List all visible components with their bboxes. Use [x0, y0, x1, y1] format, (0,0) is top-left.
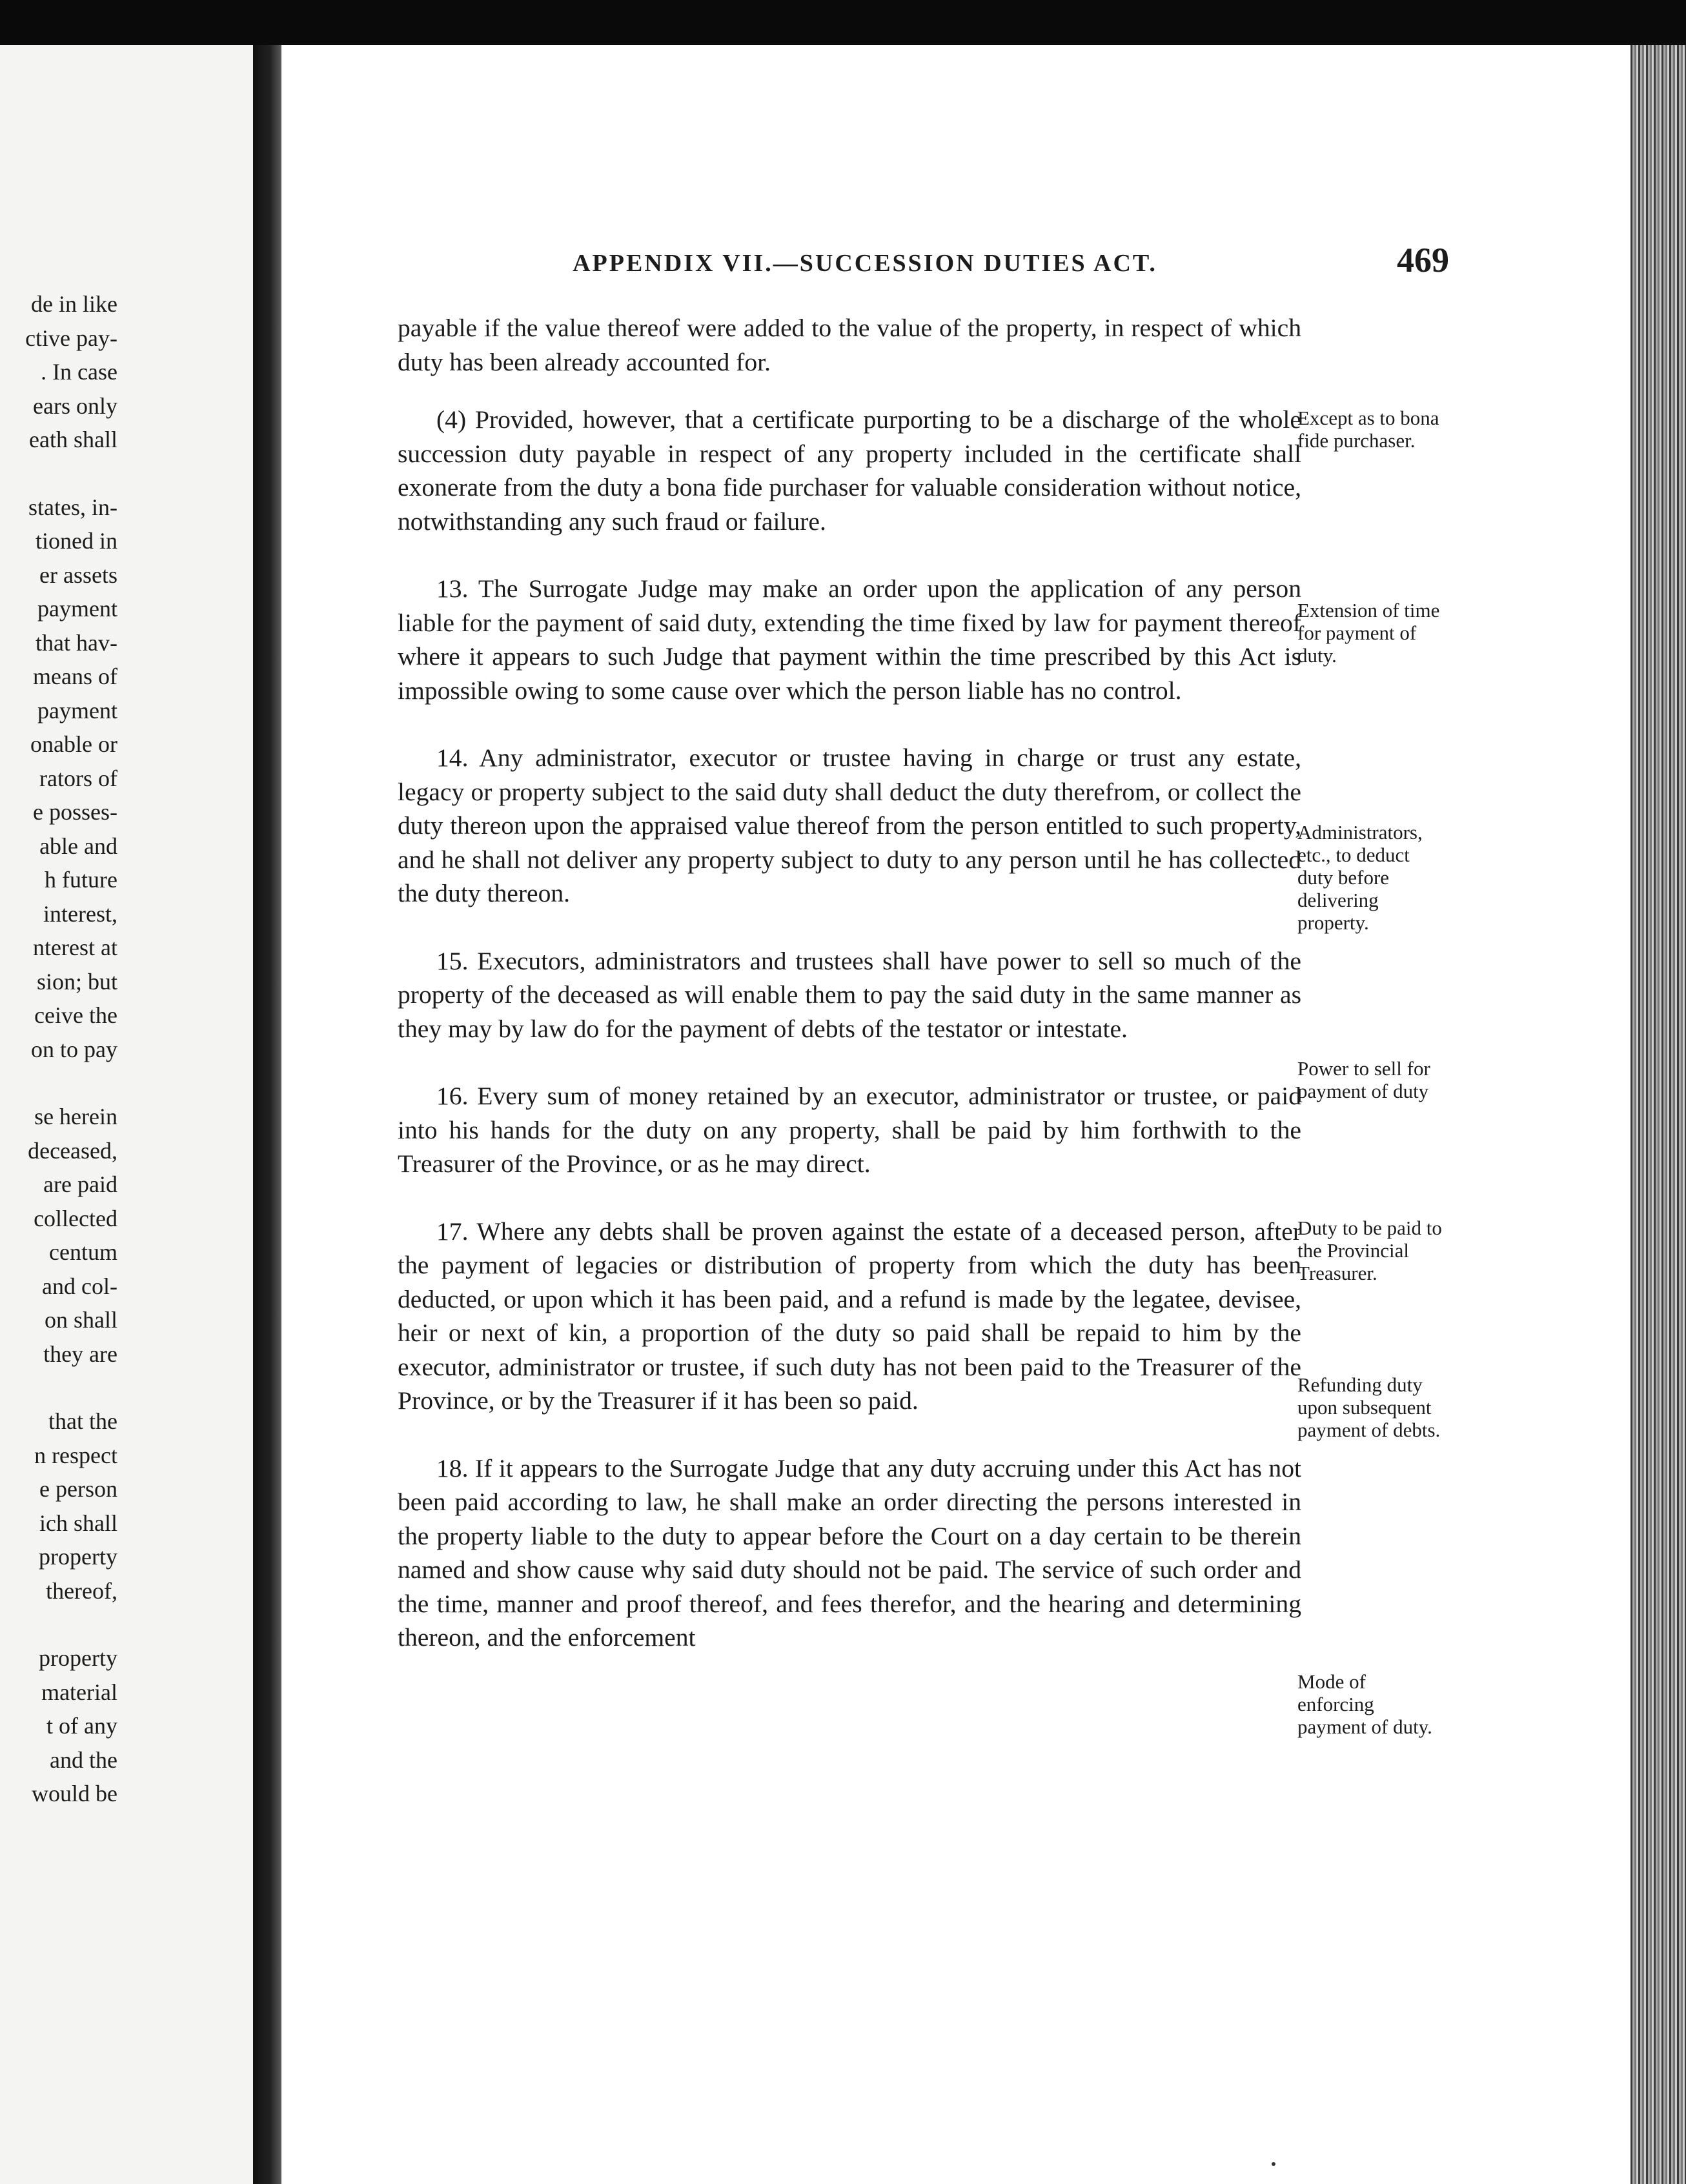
marginal-note-extension: Extension of time for payment of duty. — [1297, 599, 1440, 667]
page-edges — [1630, 45, 1686, 2184]
facing-page-line: collected — [34, 1205, 117, 1231]
facing-page-line: e person — [39, 1476, 117, 1502]
facing-page-line: property — [39, 1544, 117, 1570]
facing-page-line: ich shall — [39, 1510, 117, 1536]
facing-page-gap — [0, 1066, 117, 1100]
facing-page-line: n respect — [34, 1442, 117, 1468]
facing-page-line: on shall — [45, 1307, 117, 1333]
facing-page-line: thereof, — [46, 1577, 117, 1604]
section-18: 18. If it appears to the Surrogate Judge that any duty accruing under this Act has not been paid according to law, he shall make an order directing the persons interested in the property liable to the duty to appear before the Court on a day certain to be therein named and show cause why said duty should not be paid. The service of such order and the time, manner and proof thereof, and fees therefor, and the hearing and determining thereon, and the enforcement — [398, 1453, 1301, 1652]
facing-page-line: centum — [49, 1239, 117, 1265]
facing-page-line: they are — [43, 1340, 117, 1367]
section-12-4: (4) Provided, however, that a certificate purporting to be a discharge of the whole succession duty payable in respect of any property included in the certificate shall exonerate from the duty a bona fide purchaser for valuable consideration without notice, notwithstanding any such fraud or failure. — [398, 405, 1301, 536]
facing-page-line: er assets — [39, 561, 117, 588]
marginal-note-administrators: Administrators, etc., to deduct duty before delivering property. — [1297, 821, 1423, 934]
facing-page-line: . In case — [41, 359, 117, 385]
marginal-note-duty-paid: Duty to be paid to the Provincial Treasurer. — [1297, 1217, 1442, 1284]
facing-page-line: rators of — [39, 765, 117, 791]
marginal-note-bona-fide: Except as to bona fide purchaser. — [1297, 407, 1439, 452]
body-text — [398, 311, 1301, 1655]
facing-page-line: and the — [50, 1746, 117, 1773]
facing-page-line: se herein — [34, 1104, 117, 1129]
facing-page-gap — [0, 1371, 117, 1404]
facing-page-line: states, in- — [28, 494, 117, 520]
facing-page-line: nterest at — [33, 935, 117, 960]
facing-page-line: interest, — [43, 900, 117, 927]
facing-page-line: eath shall — [29, 427, 117, 452]
facing-page-line: deceased, — [28, 1137, 117, 1164]
facing-page-line: able and — [39, 833, 117, 859]
facing-page-line: are paid — [43, 1171, 117, 1197]
facing-page-line: ctive pay- — [25, 325, 117, 351]
facing-page-line: h future — [45, 867, 117, 893]
facing-page-line: on to pay — [31, 1036, 117, 1062]
facing-page-line: payment — [37, 697, 117, 723]
section-13: 13. The Surrogate Judge may make an order upon the application of any person liable for the payment of said duty, extending the time fixed by law for payment thereof where it appears to such Judge that payment within the time prescribed by this Act is impossible owing to some cause over which the person liable has no control. — [398, 574, 1301, 705]
marginal-note-enforcing: Mode of enforcing payment of duty. — [1297, 1670, 1432, 1738]
facing-page-line: de in like — [31, 291, 117, 317]
facing-page-line: would be — [32, 1781, 117, 1806]
facing-page-line: property — [39, 1645, 117, 1671]
scan-border-top — [0, 0, 1686, 45]
book-gutter — [253, 45, 281, 2184]
facing-page-line: means of — [33, 663, 117, 689]
section-14: 14. Any administrator, executor or trustee having in charge or trust any estate, legacy or property subject to the said duty shall deduct the duty therefrom, or collect the duty thereon upon the appraised value thereof from the person entitled to such property, and he shall not deliver any property subject to duty to any person until he has collected the duty thereon. — [398, 743, 1301, 907]
marginal-note-refunding: Refunding duty upon subsequent payment of debts. — [1297, 1373, 1441, 1441]
section-17: 17. Where any debts shall be proven against the estate of a deceased person, after the payment of legacies or distribution of property from which the duty has been deducted, or upon which it has been paid, and a refund is made by the legatee, devisee, heir or next of kin, a proportion of the duty so paid shall be repaid to him by the executor, administrator or trustee, if such duty has not been paid to the Treasurer of the Province, or by the Treasurer if it has been so paid. — [398, 1217, 1301, 1415]
marginal-note-power-to-sell: Power to sell for payment of duty — [1297, 1057, 1430, 1102]
facing-page-gap — [0, 1608, 117, 1641]
continued-paragraph: payable if the value thereof were added to the value of the property, in respect of which duty has been already accounted for. — [398, 314, 1301, 376]
facing-page-line: onable or — [30, 731, 117, 757]
scan-speck — [1272, 2162, 1275, 2166]
facing-page-line: that the — [48, 1408, 117, 1434]
section-15: 15. Executors, administrators and trustees shall have power to sell so much of the property of the deceased as will enable them to pay the said duty in the same manner as they may by law do for the payment of debts of the testator or intestate. — [398, 946, 1301, 1043]
facing-page-line: sion; but — [36, 968, 117, 995]
page-number: 469 — [1397, 241, 1449, 279]
facing-page-text — [0, 287, 117, 1811]
facing-page-line: ceive the — [34, 1002, 117, 1028]
section-16: 16. Every sum of money retained by an executor, administrator or trustee, or paid into his hands for the duty on any property, shall be paid by him forthwith to the Treasurer of the Province, or as he may direct. — [398, 1082, 1301, 1178]
facing-page-gap — [0, 457, 117, 490]
facing-page-line: ears only — [33, 392, 117, 419]
facing-page-line: t of any — [46, 1713, 117, 1739]
facing-page-line: material — [41, 1679, 117, 1705]
facing-page-left — [0, 45, 253, 2184]
running-head: APPENDIX VII.—SUCCESSION DUTIES ACT. — [573, 250, 1157, 277]
facing-page-line: payment — [37, 596, 117, 622]
facing-page-line: e posses- — [33, 799, 117, 825]
facing-page-line: that hav- — [36, 629, 117, 656]
facing-page-line: tioned in — [36, 528, 117, 554]
facing-page-line: and col- — [42, 1273, 117, 1299]
